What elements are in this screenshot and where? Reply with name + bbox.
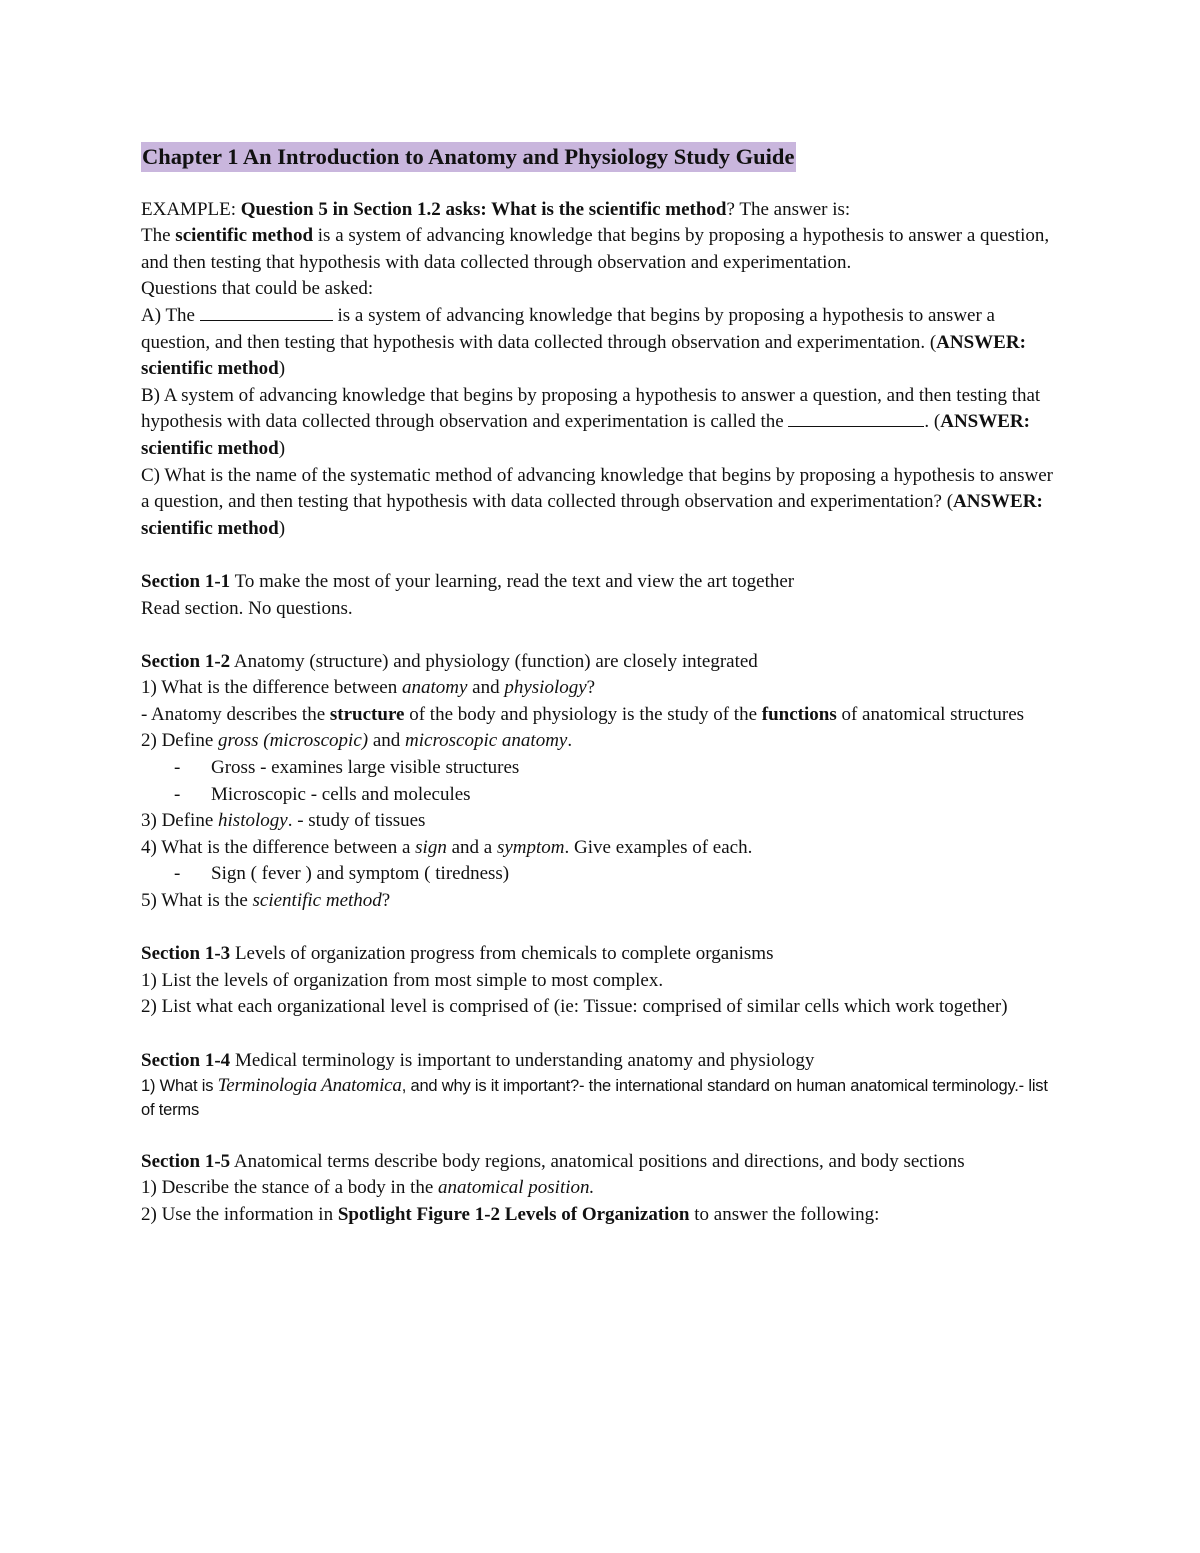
text: ) [278,437,286,459]
answer-1 [141,702,1061,729]
text: 1) What is the difference between [141,677,402,699]
text: ) [278,358,286,380]
answer-label: ANSWER: scientific method [141,491,1043,539]
text: C) What is the name of the systematic method of advancing knowledge that begins by proposing a hypothesis to answer a question, and then testing that hypothesis with data collected through observation and experimentation? ( [141,464,1053,513]
text: Anatomy (structure) and physiology (function) are closely integrated [230,650,758,672]
text: 5) What is the [141,890,253,912]
text: . ( [924,411,941,433]
section-heading [141,649,1061,676]
text: 2) Define [141,730,219,752]
study-guide-content [141,142,1061,1229]
text: Anatomical terms describe body regions, anatomical positions and directions, and body sections [230,1150,965,1172]
text: Gross - examines large visible structures [211,757,520,779]
text: 3) Define [141,810,219,832]
section-1-4 [141,1048,1061,1123]
example-question-tail: ? The answer is: [726,198,851,220]
question-2 [141,1202,1061,1229]
text: . Give examples of each. [564,836,753,858]
spacer [141,915,1061,942]
text: of anatomical structures [836,703,1025,725]
section-label: Section 1-2 [141,650,231,672]
text: . - study of tissues [287,810,426,832]
text: is a system of advancing knowledge that begins by proposing a hypothesis to answer a question, and then testing that hypothesis with data collected through observation and experimentation. ( [141,304,995,353]
text: to answer the following: [689,1203,880,1225]
text: . [567,730,573,752]
answer-label: ANSWER: scientific method [141,411,1030,459]
section-heading [141,569,1061,596]
text: Terminologia Anatomica [217,1075,402,1097]
dash-bullet: - [174,757,181,779]
text: Microscopic - cells and molecules [211,783,471,805]
section-label: Section 1-1 [141,570,231,592]
text: , and why is it important?- the international standard on human anatomical terminology.- list of terms [141,1077,1048,1120]
question-1 [141,1175,1061,1202]
text: functions [761,703,837,725]
page-title: Chapter 1 An Introduction to Anatomy and Physiology Study Guide [141,142,796,172]
question-1 [141,675,1061,702]
text: Sign ( fever ) and symptom ( tiredness) [211,863,510,885]
section-1-3 [141,941,1061,1021]
example-question [141,197,1061,224]
dash-bullet: - [174,783,181,805]
text: anatomy [401,677,468,699]
question-1: 1) List the levels of organization from most simple to most complex. [141,969,664,991]
list-item [141,861,1061,888]
answer-label: ANSWER: scientific method [141,331,1026,380]
spacer [141,542,1061,569]
text: 1) What is [141,1077,218,1096]
answer-term: scientific method [175,225,314,247]
section-heading [141,941,1061,968]
text: and a [446,836,497,858]
questions-intro: Questions that could be asked: [141,278,374,300]
text: and [368,730,406,752]
text: anatomical position. [438,1177,595,1199]
text: 2) Use the information in [141,1203,338,1225]
section-1-5 [141,1149,1061,1229]
text: 4) What is the difference between a [141,836,416,858]
question-2 [141,728,1061,755]
question-a [141,303,1061,383]
text: Medical terminology is important to understanding anatomy and physiology [230,1049,815,1071]
example-question-bold: Question 5 in Section 1.2 asks: What is the scientific method [240,198,727,220]
text: To make the most of your learning, read the text and view the art together [230,570,795,592]
list-item [141,782,1061,809]
section-label: Section 1-5 [141,1150,231,1172]
text: 1) Describe the stance of a body in the [141,1177,439,1199]
text: symptom [496,836,565,858]
section-note: Read section. No questions. [141,597,353,619]
section-heading [141,1048,1061,1075]
question-1 [141,1074,1061,1122]
text: of the body and physiology is the study of the [404,703,762,725]
question-4 [141,835,1061,862]
fill-in-blank [788,409,924,427]
text: sign [415,836,447,858]
spacer [141,1122,1061,1149]
fill-in-blank [200,303,333,321]
question-5 [141,888,1061,915]
text: A) The [141,304,200,326]
spacer [141,1021,1061,1048]
text: ? [381,890,391,912]
section-1-2 [141,649,1061,915]
spacer [141,173,1061,197]
text: microscopic anatomy [405,730,568,752]
example-block [141,197,1061,543]
text: Spotlight Figure 1-2 Levels of Organization [337,1203,690,1225]
text: Levels of organization progress from chemicals to complete organisms [230,943,774,965]
text: The [141,225,176,247]
section-label: Section 1-3 [141,943,231,965]
text: histology [218,810,288,832]
question-c [141,463,1061,543]
section-label: Section 1-4 [141,1049,231,1071]
question-3 [141,808,1061,835]
text: physiology [504,677,587,699]
text: is a system of advancing knowledge that begins by proposing a hypothesis to answer a question, and then testing that hypothesis with data collected through observation and experimentation. [141,225,1050,273]
example-lead: EXAMPLE: [141,198,241,220]
text: and [467,677,505,699]
spacer [141,622,1061,649]
text: gross (microscopic) [218,730,369,752]
text: ? [586,677,596,699]
example-answer [141,223,1061,276]
question-2: 2) List what each organizational level is comprised of (ie: Tissue: comprised of similar cells which work together) [141,996,1008,1018]
text: scientific method [252,890,382,912]
text: ) [278,517,286,539]
question-b [141,383,1061,463]
list-item [141,755,1061,782]
section-1-1 [141,569,1061,622]
section-heading [141,1149,1061,1176]
text: structure [329,703,405,725]
text: B) A system of advancing knowledge that begins by proposing a hypothesis to answer a question, and then testing that hypothesis with data collected through observation and experimentation is called the [141,384,1041,433]
text: - Anatomy describes the [141,703,330,725]
dash-bullet: - [174,863,181,885]
